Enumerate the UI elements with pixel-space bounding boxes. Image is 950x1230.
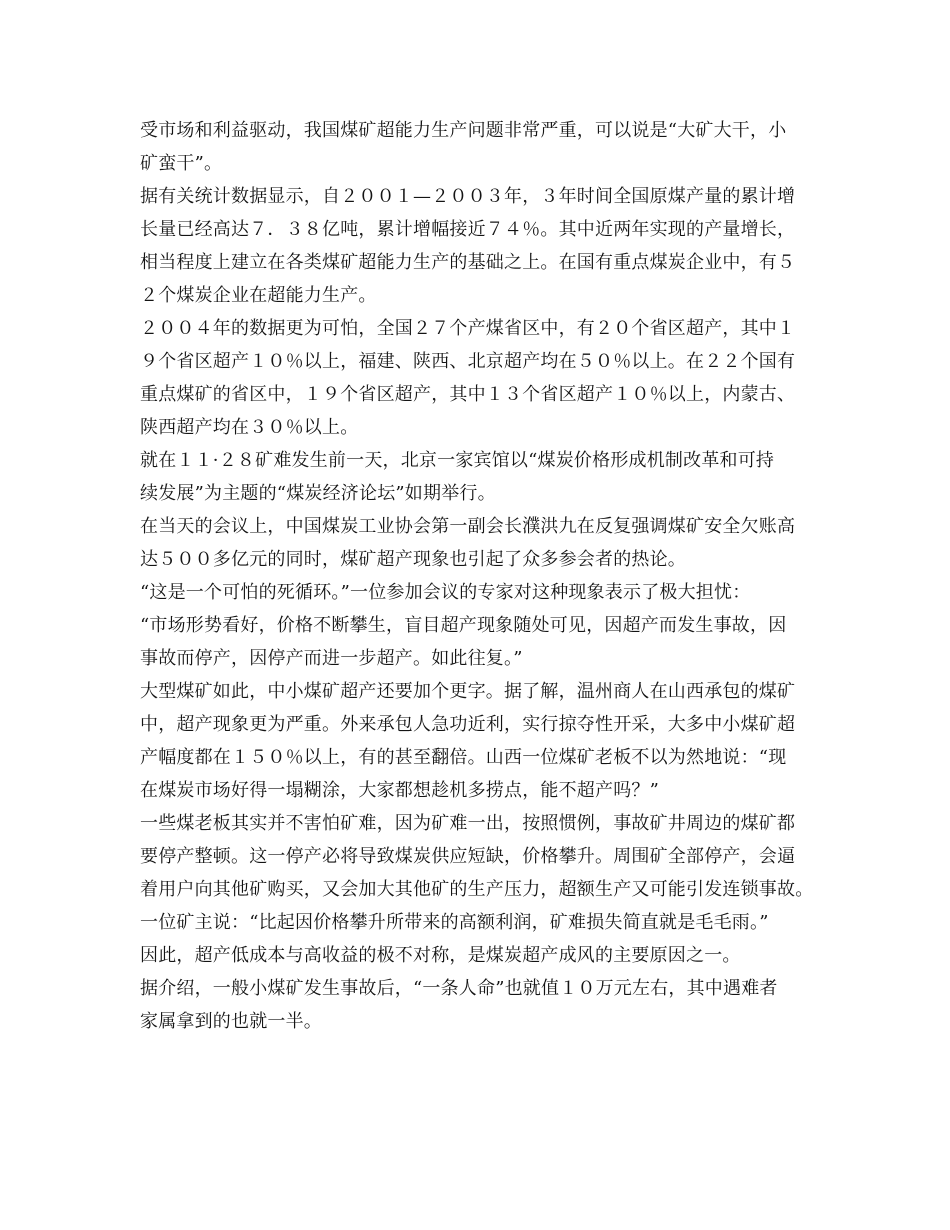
text-line: 据介绍，一般小煤矿发生事故后，“一条人命”也就值１０万元左右，其中遇难者	[140, 978, 778, 999]
text-line: “市场形势看好，价格不断攀生，盲目超产现象随处可见，因超产而发生事故，因	[140, 615, 787, 636]
text-line: 相当程度上建立在各类煤矿超能力生产的基础之上。在国有重点煤炭企业中，有５	[140, 252, 796, 273]
text-line: 一位矿主说：“比起因价格攀升所带来的高额利润，矿难损失简直就是毛毛雨。”	[140, 912, 769, 933]
text-line: 达５００多亿元的同时，煤矿超产现象也引起了众多参会者的热论。	[140, 549, 686, 570]
text-line: 要停产整顿。这一停产必将导致煤炭供应短缺，价格攀升。周围矿全部停产，会逼	[140, 846, 796, 867]
text-line: 在煤炭市场好得一塌糊涂，大家都想趁机多捞点，能不超产吗？”	[140, 780, 659, 801]
text-line: 在当天的会议上，中国煤炭工业协会第一副会长濮洪九在反复强调煤矿安全欠账高	[140, 516, 796, 537]
text-line: 中，超产现象更为严重。外来承包人急功近利，实行掠夺性开采，大多中小煤矿超	[140, 714, 796, 735]
text-line: 大型煤矿如此，中小煤矿超产还要加个更字。据了解，温州商人在山西承包的煤矿	[140, 681, 796, 702]
text-line: 事故而停产，因停产而进一步超产。如此往复。”	[140, 648, 523, 669]
text-line: ２００４年的数据更为可怕，全国２７个产煤省区中，有２０个省区超产，其中１	[140, 318, 796, 339]
text-line: 一些煤老板其实并不害怕矿难，因为矿难一出，按照惯例，事故矿井周边的煤矿都	[140, 813, 796, 834]
text-line: ９个省区超产１０％以上，福建、陕西、北京超产均在５０％以上。在２２个国有	[140, 351, 796, 372]
text-line: 陕西超产均在３０％以上。	[140, 417, 359, 438]
text-line: 家属拿到的也就一半。	[140, 1011, 322, 1032]
text-line: 续发展”为主题的“煤炭经济论坛”如期举行。	[140, 483, 496, 504]
text-line: ２个煤炭企业在超能力生产。	[140, 285, 377, 306]
text-line: 着用户向其他矿购买，又会加大其他矿的生产压力，超额生产又可能引发连锁事故。	[140, 879, 814, 900]
text-line: 因此，超产低成本与高收益的极不对称，是煤炭超产成风的主要原因之一。	[140, 945, 741, 966]
text-line: 受市场和利益驱动，我国煤矿超能力生产问题非常严重，可以说是“大矿大干，小	[140, 120, 787, 141]
text-line: 矿蛮干”。	[140, 153, 223, 174]
text-line: 重点煤矿的省区中，１９个省区超产，其中１３个省区超产１０％以上，内蒙古、	[140, 384, 796, 405]
text-line: 就在１１·２８矿难发生前一天，北京一家宾馆以“煤炭价格形成机制改革和可持	[140, 450, 775, 471]
text-line: 长量已经高达７．３８亿吨，累计增幅接近７４％。其中近两年实现的产量增长，	[140, 219, 796, 240]
text-line: 据有关统计数据显示，自２００１—２００３年，３年时间全国原煤产量的累计增	[140, 186, 796, 207]
text-line: “这是一个可怕的死循环。”一位参加会议的专家对这种现象表示了极大担忧：	[140, 582, 751, 603]
document-body	[140, 114, 830, 1038]
text-line: 产幅度都在１５０％以上，有的甚至翻倍。山西一位煤矿老板不以为然地说：“现	[140, 747, 787, 768]
